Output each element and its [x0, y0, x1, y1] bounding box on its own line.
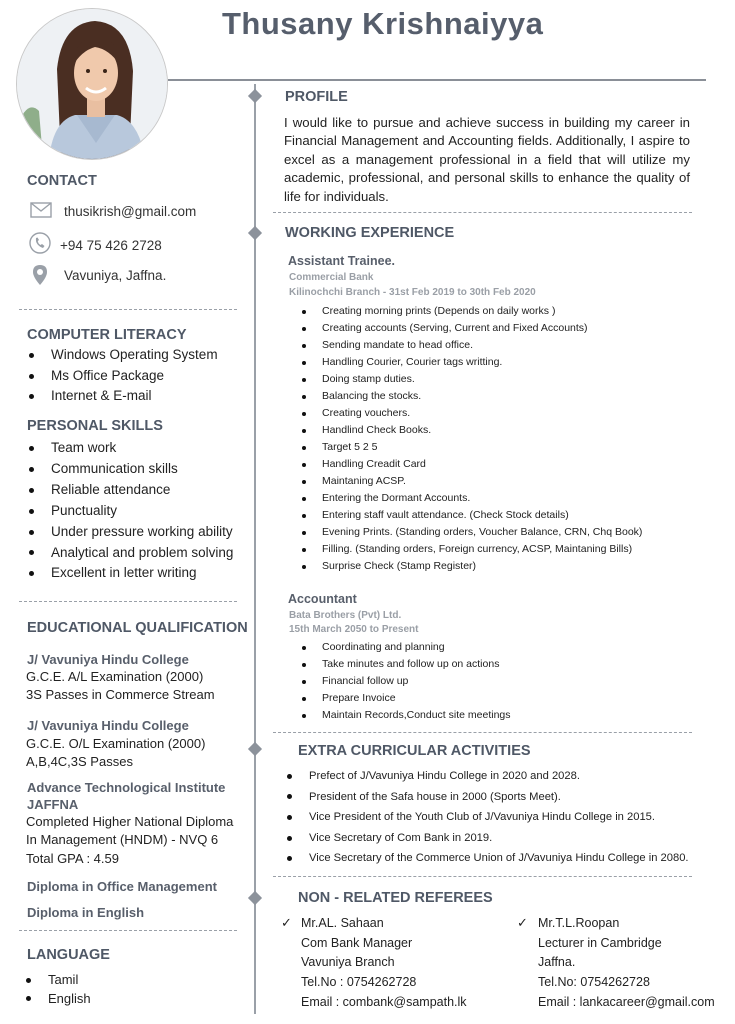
contact-heading: CONTACT	[27, 173, 97, 189]
list-item: Communication skills	[51, 459, 233, 480]
school-detail: 3S Passes in Commerce Stream	[26, 687, 215, 702]
profile-photo	[16, 8, 168, 160]
list-item: Prefect of J/Vavuniya Hindu College in 2020 and 2028.	[309, 766, 689, 787]
timeline-diamond	[248, 742, 262, 756]
list-item: Excellent in letter writing	[51, 563, 233, 584]
list-item: Team work	[51, 438, 233, 459]
list-item: Ms Office Package	[51, 366, 218, 387]
school-detail: G.C.E. O/L Examination (2000)	[26, 736, 206, 751]
list-item: Entering the Dormant Accounts.	[322, 490, 642, 507]
list-item: Handlind Check Books.	[322, 422, 642, 439]
divider	[19, 309, 237, 310]
profile-text: I would like to pursue and achieve success in building my career in Financial Management and Accounting fields. Additionally, I aspire to excel as a management professional in a field that will utilize my academic, professional, and personal skills to enhance the quality of life for individuals.	[284, 115, 690, 204]
personal-skills-list	[51, 438, 233, 584]
list-item: Entering staff vault attendance. (Check Stock details)	[322, 507, 642, 524]
list-item: Creating accounts (Serving, Current and Fixed Accounts)	[322, 320, 642, 337]
job-duties-list	[322, 303, 642, 575]
divider	[273, 212, 692, 213]
contact-email: thusikrish@gmail.com	[64, 204, 197, 219]
institute-name: Advance Technological Institute	[27, 780, 226, 795]
list-item: Target 5 2 5	[322, 439, 642, 456]
referee-tel: Tel.No: 0754262728	[538, 975, 650, 990]
personal-skills-heading: PERSONAL SKILLS	[27, 418, 163, 434]
name-underline	[168, 79, 706, 81]
referee-position: Com Bank Manager	[301, 935, 413, 950]
extra-curricular-list	[309, 766, 689, 869]
list-item: Doing stamp duties.	[322, 371, 642, 388]
job-role: Assistant Trainee.	[288, 254, 395, 268]
timeline-diamond	[248, 89, 262, 103]
list-item: Coordinating and planning	[322, 639, 511, 656]
list-item: Creating vouchers.	[322, 405, 642, 422]
education-heading: EDUCATIONAL QUALIFICATION	[27, 620, 248, 636]
institute-city: JAFFNA	[27, 797, 79, 812]
list-item: Punctuality	[51, 501, 233, 522]
experience-heading: WORKING EXPERIENCE	[285, 225, 455, 241]
list-item: Windows Operating System	[51, 345, 218, 366]
school-detail: G.C.E. A/L Examination (2000)	[26, 669, 204, 684]
referee-email: Email : lankacareer@gmail.com	[538, 994, 715, 1009]
list-item: Filling. (Standing orders, Foreign currency, ACSP, Maintaning Bills)	[322, 541, 642, 558]
portrait-image	[17, 9, 167, 159]
referee-tel: Tel.No : 0754262728	[301, 975, 417, 990]
language-list	[48, 971, 91, 1008]
check-icon: ✓	[517, 915, 528, 930]
referee-position: Lecturer in Cambridge	[538, 935, 662, 950]
job-duties-list	[322, 639, 511, 724]
list-item: Tamil	[48, 971, 91, 990]
school-detail: A,B,4C,3S Passes	[26, 754, 133, 769]
timeline-diamond	[248, 226, 262, 240]
list-item: Surprise Check (Stamp Register)	[322, 558, 642, 575]
diploma: Diploma in English	[27, 905, 145, 920]
job-company: Bata Brothers (Pvt) Ltd.	[289, 610, 402, 621]
timeline-diamond	[248, 891, 262, 905]
job-company: Commercial Bank	[289, 272, 374, 283]
referee-1	[301, 914, 467, 1013]
school-name: J/ Vavuniya Hindu College	[27, 718, 189, 733]
job-period: 15th March 2050 to Present	[289, 624, 419, 635]
institute-detail: Total GPA : 4.59	[26, 851, 119, 866]
computer-literacy-heading: COMPUTER LITERACY	[27, 327, 187, 343]
referee-place: Jaffna.	[538, 955, 576, 970]
contact-phone: +94 75 426 2728	[60, 238, 162, 253]
phone-icon	[29, 232, 51, 259]
job-role: Accountant	[288, 592, 357, 606]
institute-detail: Completed Higher National Diploma	[26, 814, 234, 829]
referees-heading: NON - RELATED REFEREES	[298, 890, 493, 906]
list-item: Financial follow up	[322, 673, 511, 690]
school-name: J/ Vavuniya Hindu College	[27, 652, 189, 667]
check-icon: ✓	[281, 915, 292, 930]
list-item: Vice President of the Youth Club of J/Vavuniya Hindu College in 2015.	[309, 807, 689, 828]
candidate-name: Thusany Krishnaiyya	[222, 6, 544, 41]
institute-detail: In Management (HNDM) - NVQ 6	[26, 832, 219, 847]
list-item: President of the Safa house in 2000 (Sports Meet).	[309, 787, 689, 808]
list-item: Evening Prints. (Standing orders, Voucher Balance, CRN, Chq Book)	[322, 524, 642, 541]
list-item: Vice Secretary of Com Bank in 2019.	[309, 828, 689, 849]
profile-heading: PROFILE	[285, 89, 348, 105]
list-item: English	[48, 990, 91, 1009]
job-period: Kilinochchi Branch - 31st Feb 2019 to 30th Feb 2020	[289, 287, 536, 298]
list-item: Analytical and problem solving	[51, 543, 233, 564]
list-item: Maintaning ACSP.	[322, 473, 642, 490]
diploma: Diploma in Office Management	[27, 879, 217, 894]
email-icon	[30, 202, 52, 223]
referee-place: Vavuniya Branch	[301, 955, 395, 970]
list-item: Creating morning prints (Depends on daily works )	[322, 303, 642, 320]
divider	[273, 876, 692, 877]
divider	[19, 930, 237, 931]
location-pin-icon	[32, 264, 48, 291]
referee-2	[538, 914, 715, 1013]
list-item: Internet & E-mail	[51, 386, 218, 407]
list-item: Sending mandate to head office.	[322, 337, 642, 354]
list-item: Balancing the stocks.	[322, 388, 642, 405]
language-heading: LANGUAGE	[27, 947, 110, 963]
list-item: Maintain Records,Conduct site meetings	[322, 707, 511, 724]
list-item: Vice Secretary of the Commerce Union of J/Vavuniya Hindu College in 2080.	[309, 848, 689, 869]
list-item: Handling Creadit Card	[322, 456, 642, 473]
list-item: Take minutes and follow up on actions	[322, 656, 511, 673]
referee-email: Email : combank@sampath.lk	[301, 994, 467, 1009]
list-item: Prepare Invoice	[322, 690, 511, 707]
timeline-line	[254, 84, 256, 1014]
referee-name: Mr.T.L.Roopan	[538, 916, 620, 930]
referee-name: Mr.AL. Sahaan	[301, 916, 384, 930]
list-item: Under pressure working ability	[51, 522, 233, 543]
contact-location: Vavuniya, Jaffna.	[64, 268, 167, 283]
divider	[19, 601, 237, 602]
list-item: Reliable attendance	[51, 480, 233, 501]
computer-literacy-list	[51, 345, 218, 407]
list-item: Handling Courier, Courier tags writting.	[322, 354, 642, 371]
divider	[273, 732, 692, 733]
extra-curricular-heading: EXTRA CURRICULAR ACTIVITIES	[298, 743, 531, 759]
